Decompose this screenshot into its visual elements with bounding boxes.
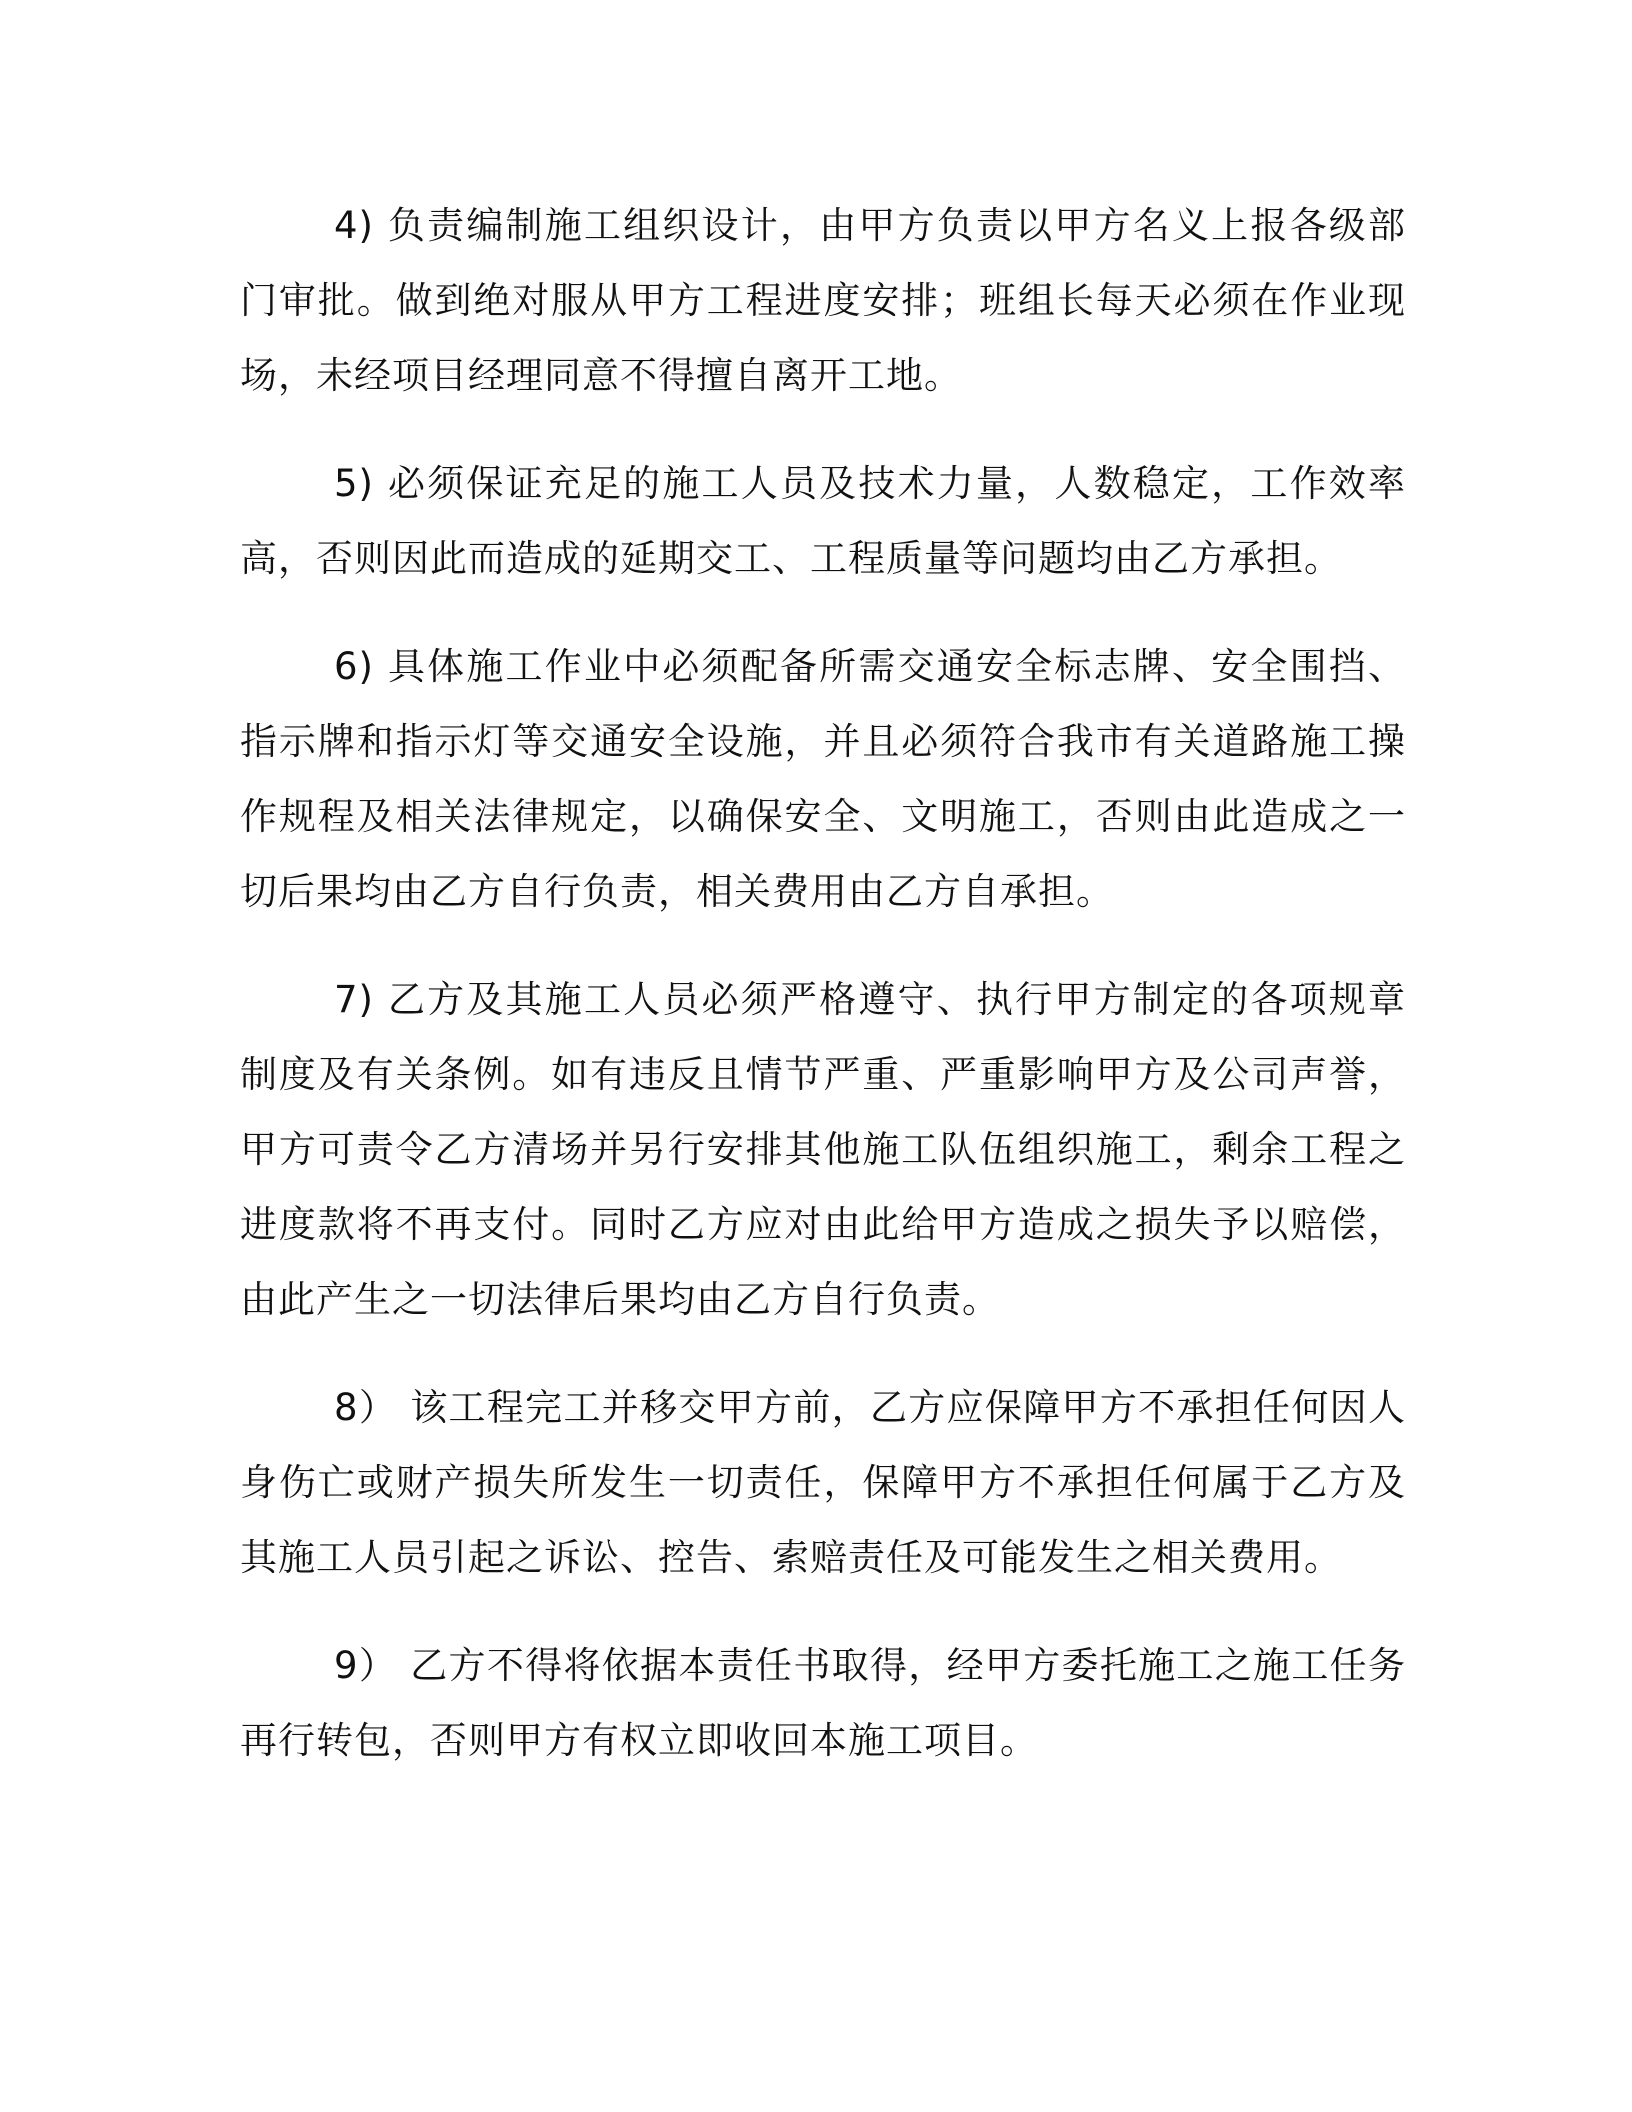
paragraph-clause-5: 5) 必须保证充足的施工人员及技术力量，人数稳定，工作效率高，否则因此而造成的延期交工、工程质量等问题均由乙方承担。 bbox=[240, 462, 1406, 580]
paragraph-clause-4: 4) 负责编制施工组织设计，由甲方负责以甲方名义上报各级部门审批。做到绝对服从甲方工程进度安排；班组长每天必须在作业现场，未经项目经理同意不得擅自离开工地。 bbox=[240, 204, 1406, 397]
paragraph-clause-8: 8） 该工程完工并移交甲方前，乙方应保障甲方不承担任何因人身伤亡或财产损失所发生一切责任，保障甲方不承担任何属于乙方及其施工人员引起之诉讼、控告、索赔责任及可能发生之相关费用。 bbox=[240, 1386, 1406, 1579]
paragraph-clause-6: 6) 具体施工作业中必须配备所需交通安全标志牌、安全围挡、指示牌和指示灯等交通安全设施，并且必须符合我市有关道路施工操作规程及相关法律规定，以确保安全、文明施工，否则由此造成之一切后果均由乙方自行负责，相关费用由乙方自承担。 bbox=[240, 645, 1406, 913]
paragraph-clause-9: 9） 乙方不得将依据本责任书取得，经甲方委托施工之施工任务再行转包，否则甲方有权立即收回本施工项目。 bbox=[240, 1644, 1406, 1762]
paragraph-clause-7: 7) 乙方及其施工人员必须严格遵守、执行甲方制定的各项规章制度及有关条例。如有违反且情节严重、严重影响甲方及公司声誉，甲方可责令乙方清场并另行安排其他施工队伍组织施工，剩余工程之进度款将不再支付。同时乙方应对由此给甲方造成之损失予以赔偿，由此产生之一切法律后果均由乙方自行负责。 bbox=[240, 978, 1406, 1321]
document-body bbox=[240, 188, 1406, 1778]
